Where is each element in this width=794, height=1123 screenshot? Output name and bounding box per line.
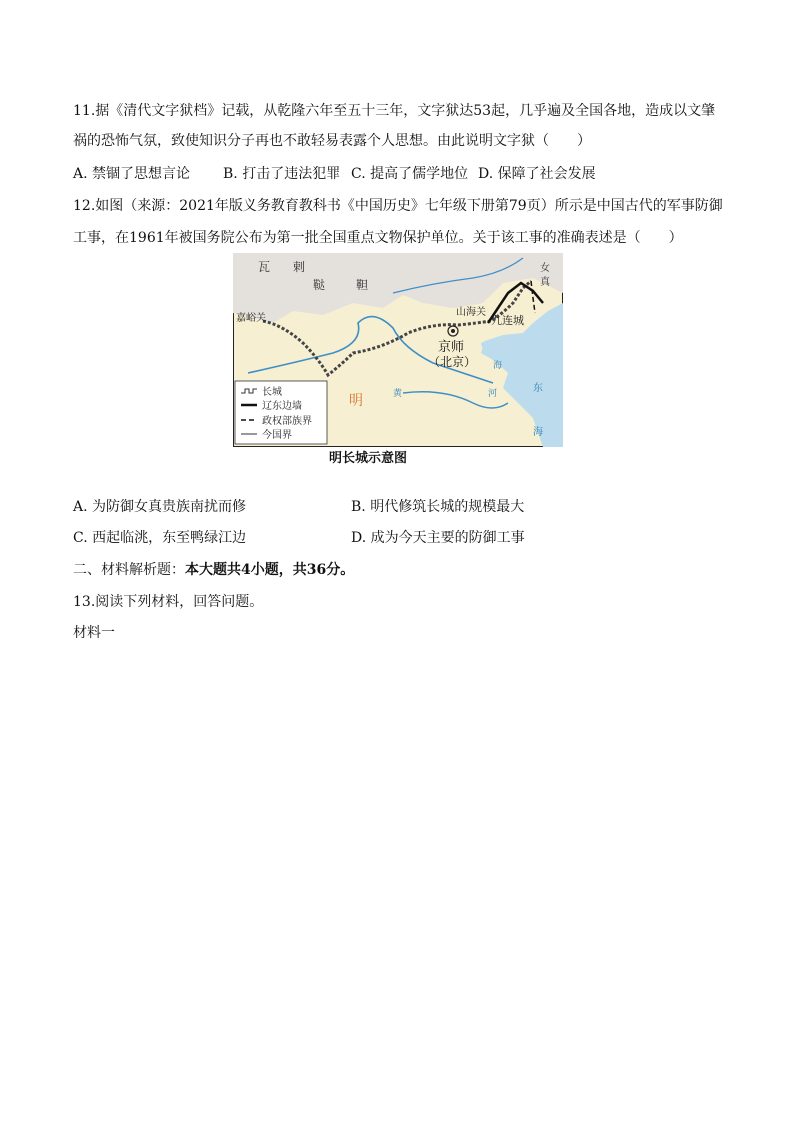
q11-option-d[interactable]: D. 保障了社会发展	[478, 166, 596, 182]
ming-great-wall-map	[233, 253, 563, 447]
map-label-nvzhen-2: 真	[540, 277, 550, 288]
map-label-hai-1: 海	[493, 361, 503, 371]
section-heading-prefix: 二、材料解析题：	[73, 562, 185, 578]
q11-option-b[interactable]: B. 打击了违法犯罪	[223, 166, 341, 182]
q11-stem-line1: 11.据《清代文字狱档》记载，从乾隆六年至五十三年，文字狱达53起，几乎遍及全国各地，造成以文肇	[73, 103, 716, 119]
map-label-jingshi: 京师	[438, 340, 465, 355]
map-label-dada-2: 靼	[356, 278, 369, 292]
map-caption: 明长城示意图	[329, 451, 408, 466]
map-label-jiuliancheng: 九连城	[491, 314, 524, 327]
q12-option-c[interactable]: C. 西起临洮，东至鸭绿江边	[73, 530, 247, 546]
q11-option-c[interactable]: C. 提高了儒学地位	[351, 166, 469, 182]
legend-label-0: 长城	[262, 387, 282, 398]
section-heading-detail: 本大题共4小题，共36分。	[185, 562, 355, 578]
q12-stem-line2: 工事，在1961年被国务院公布为第一批全国重点文物保护单位。关于该工事的准确表述是（ ）	[73, 230, 683, 246]
map-label-he: 河	[488, 389, 498, 399]
q12-option-a[interactable]: A. 为防御女真贵族南扰而修	[73, 499, 247, 515]
map-label-hai-2: 海	[533, 427, 543, 438]
map-label-wala-1: 瓦	[258, 260, 271, 274]
map-label-huang: 黄	[393, 389, 403, 399]
map-label-ming: 明	[349, 393, 363, 409]
legend-label-1: 辽东边墙	[262, 401, 302, 412]
q12-option-b[interactable]: B. 明代修筑长城的规模最大	[351, 499, 525, 515]
map-label-jiayuguan: 嘉峪关	[236, 313, 266, 324]
q13-stem: 13.阅读下列材料，回答问题。	[73, 594, 264, 610]
map-label-wala-2: 剌	[293, 260, 306, 274]
q12-stem-line1: 12.如图（来源：2021年版义务教育教科书《中国历史》七年级下册第79页）所示是中国古代的军事防御	[73, 198, 723, 214]
map-label-shanhaiguan: 山海关	[456, 307, 486, 318]
section-heading	[73, 560, 354, 580]
map-label-nvzhen-1: 女	[540, 263, 550, 274]
q11-stem-line2: 祸的恐怖气氛，致使知识分子再也不敢轻易表露个人思想。由此说明文字狱（ ）	[73, 133, 591, 149]
map-label-dada-1: 鞑	[313, 278, 326, 292]
map-label-beijing: （北京）	[428, 355, 477, 369]
legend-label-3: 今国界	[262, 430, 292, 441]
q13-material-label: 材料一	[73, 625, 115, 641]
q12-option-d[interactable]: D. 成为今天主要的防御工事	[351, 530, 525, 546]
legend-label-2: 政权部族界	[262, 416, 312, 427]
q11-option-a[interactable]: A. 禁锢了思想言论	[73, 166, 191, 182]
map-label-dong: 东	[533, 383, 543, 394]
